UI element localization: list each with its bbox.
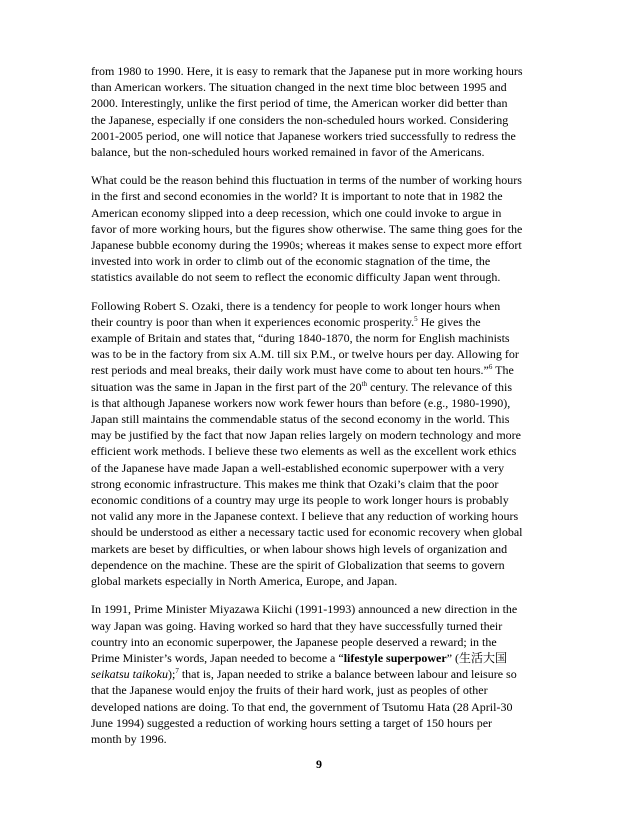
text-line: balance, but the non-scheduled hours worked remained in favor of the Americans. (91, 145, 485, 160)
paragraph-3 (91, 298, 553, 590)
text-line: in the first and second economies in the world? It is important to note that in 1982 the (91, 189, 503, 204)
text-line (91, 362, 553, 378)
paragraph-1 (91, 63, 553, 160)
text-line: strong economic infrastructure. This makes me think that Ozaki’s claim that the poor (91, 476, 499, 491)
text-line: example of Britain and states that, “during 1840-1870, the norm for English machinists (91, 331, 510, 346)
body-text (91, 63, 553, 759)
paragraph-4 (91, 601, 553, 747)
text-line: global markets especially in North America, Europe, and Japan. (91, 574, 398, 589)
footnote-ref-7[interactable]: 7 (175, 667, 179, 676)
text-line: Following Robert S. Ozaki, there is a tendency for people to work longer hours when (91, 298, 501, 313)
kanji-term: 生活大国 (459, 650, 508, 665)
bold-term: lifestyle superpower (343, 650, 447, 665)
text-line: dependence on the machine. These are the spirit of Globalization that seems to govern (91, 557, 505, 572)
text-line: developed nations are doing. To that end, the government of Tsutomu Hata (28 April-30 (91, 699, 513, 714)
text-line: was to be in the factory from six A.M. till six P.M., or twelve hours per day. Allowing for (91, 347, 519, 362)
text-line: 2000. Interestingly, unlike the first period of time, the American worker did better than (91, 96, 508, 111)
text-line: that the Japanese would enjoy the fruits of their hard work, just as peoples of other (91, 683, 488, 698)
page-number: 9 (316, 757, 322, 771)
text-line: than American workers. The situation changed in the next time bloc between 1995 and (91, 80, 507, 95)
line-text: The (492, 363, 514, 378)
line-text: Prime Minister’s words, Japan needed to become a “ (91, 650, 344, 665)
footnote-ref-6[interactable]: 6 (488, 363, 493, 372)
text-line: month by 1996. (91, 731, 167, 746)
text-line: efficient work methods. I believe these two elements as well as the excellent work ethics (91, 444, 517, 459)
text-line: not valid any more in the Japanese context. I believe that any reduction of working hours (91, 509, 519, 524)
text-line: the Japanese, especially if one considers the non-scheduled hours worked. Considering (91, 112, 509, 127)
text-line: invested into work in order to climb out of the economic stagnation of the time, the (91, 254, 491, 269)
ordinal-suffix: th (361, 379, 368, 388)
text-line: favor of more working hours, but the figures show otherwise. The same thing goes for the (91, 221, 523, 236)
text-line: economic conditions of a country may urge its people to work longer hours is probably (91, 493, 509, 508)
text-line: may be justified by the fact that now Japan relies largely on modern technology and more (91, 428, 521, 443)
text-line (91, 314, 553, 330)
line-text: century. The relevance of this (367, 379, 512, 394)
text-line: way Japan was going. Having worked so hard that they have successfully turned their (91, 618, 503, 633)
line-text: situation was the same in Japan in the first part of the 20 (91, 379, 362, 394)
text-line: is that although Japanese workers now work fewer hours than before (e.g., 1980-1990), (91, 395, 511, 410)
line-text: He gives the (417, 314, 481, 329)
text-line: Japan still maintains the commendable status of the second economy in the world. This (91, 412, 510, 427)
text-line: June 1994) suggested a reduction of working hours setting a target of 150 hours per (91, 715, 493, 730)
italic-term: seikatsu taikoku (91, 667, 168, 682)
text-line (91, 650, 553, 666)
text-line: from 1980 to 1990. Here, it is easy to remark that the Japanese put in more working hours (91, 64, 523, 78)
line-text: that is, Japan needed to strike a balance between labour and leisure so (178, 667, 517, 682)
text-line: 2001-2005 period, one will notice that Japanese workers tried successfully to redress the (91, 128, 516, 143)
text-line: of the Japanese have made Japan a well-established economic superpower with a very (91, 460, 505, 475)
text-line (91, 379, 553, 395)
line-text: rest periods and meal breaks, their daily work must have come to about ten hours.” (91, 363, 489, 378)
text-line: American economy slipped into a deep recession, which one could invoke to argue in (91, 205, 502, 220)
text-line: What could be the reason behind this fluctuation in terms of the number of working hours (91, 173, 522, 188)
text-line: country into an economic superpower, the Japanese people deserved a reward; in the (91, 634, 497, 649)
text-line: should be understood as either a necessary tactic used for economic recovery when global (91, 525, 523, 540)
text-line: Japanese bubble economy during the 1990s; whereas it makes sense to expect more effort (91, 238, 522, 253)
footnote-ref-5[interactable]: 5 (414, 314, 418, 323)
line-text: ); (167, 667, 176, 682)
line-text: ” ( (446, 650, 460, 665)
line-text: their country is poor than when it experiences economic prosperity. (91, 314, 415, 329)
text-line: statistics available do not seem to reflect the economic difficulty Japan went through. (91, 270, 501, 285)
text-line: markets are beset by difficulties, or when labour shows high levels of organization and (91, 541, 508, 556)
text-line: In 1991, Prime Minister Miyazawa Kiichi (1991-1993) announced a new direction in the (91, 602, 518, 617)
paragraph-2 (91, 172, 553, 285)
text-line (91, 666, 553, 682)
